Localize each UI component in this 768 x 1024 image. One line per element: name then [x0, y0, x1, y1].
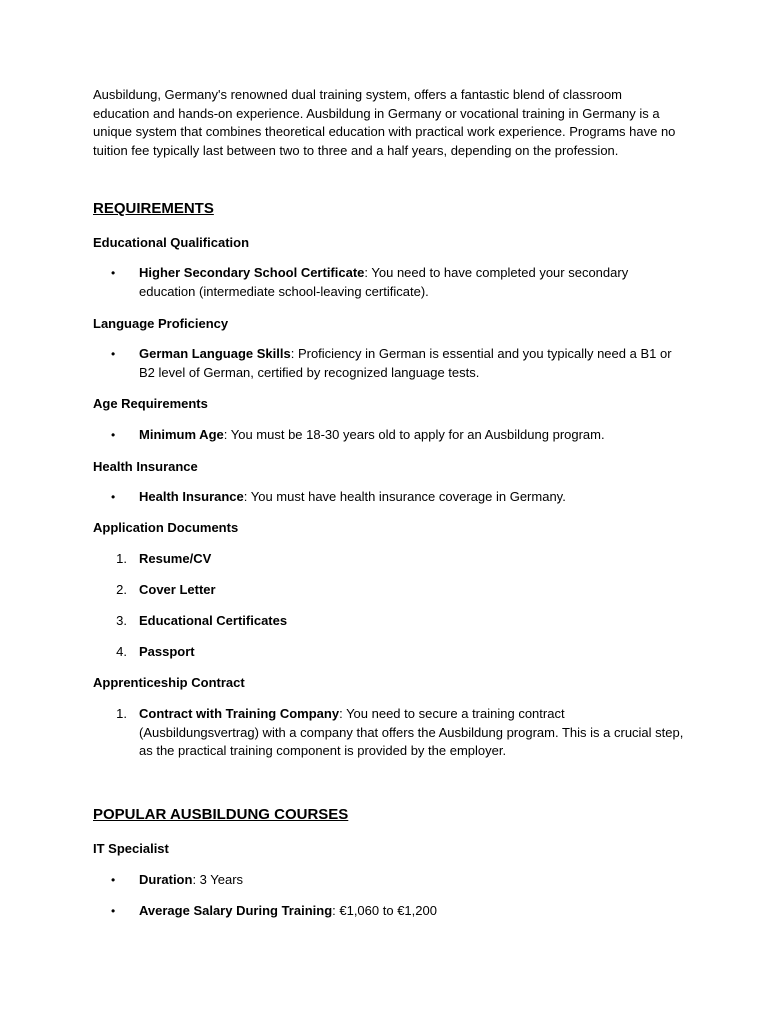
item-text: : You must have health insurance coverage in Germany.	[243, 489, 566, 504]
list-item-document	[116, 643, 684, 662]
list-number: 1.	[116, 706, 127, 721]
list-item-contract	[116, 705, 684, 761]
health-insurance-heading: Health Insurance	[93, 459, 198, 474]
item-text: : You must be 18-30 years old to apply for an Ausbildung program.	[223, 427, 605, 442]
intro-paragraph: Ausbildung, Germany's renowned dual training system, offers a fantastic blend of classroom education and hands-on experience. Ausbildung in Germany or vocational training in Germany is a unique system that combines theoretical education with practical work experience. Programs have no tuition fee typically last between two to three and a half years, depending on the profession.	[93, 87, 676, 158]
item-label: Minimum Age	[139, 427, 224, 442]
list-number: 3.	[116, 613, 127, 628]
apprenticeship-contract-heading: Apprenticeship Contract	[93, 675, 245, 690]
item-label: Duration	[139, 872, 193, 887]
item-label: Educational Certificates	[139, 613, 288, 628]
list-number: 2.	[116, 582, 127, 597]
bullet-icon: •	[111, 266, 116, 280]
item-text: : Proficiency in German is essential and you typically need a B1 or B2 level of German, certified by recognized language tests.	[139, 346, 672, 380]
item-text: : You need to secure a training contract (Ausbildungsvertrag) with a company that offers the Ausbildung program. This is a crucial step, as the practical training component is provided by the employer.	[139, 706, 684, 758]
educational-qualification-heading: Educational Qualification	[93, 235, 250, 250]
popular-courses-heading: POPULAR AUSBILDUNG COURSES	[93, 806, 349, 823]
list-number: 4.	[116, 644, 127, 659]
item-label: Passport	[139, 644, 195, 659]
list-item-course-detail	[111, 902, 684, 921]
requirements-heading: REQUIREMENTS	[93, 200, 214, 217]
item-text: : You need to have completed your secondary education (intermediate school-leaving certificate).	[139, 265, 629, 299]
bullet-icon: •	[111, 347, 116, 361]
list-item-document	[116, 550, 684, 569]
application-documents-heading: Application Documents	[93, 520, 239, 535]
list-item-course-detail	[111, 871, 684, 890]
list-item-document	[116, 612, 684, 631]
item-text: : €1,060 to €1,200	[332, 903, 437, 918]
bullet-icon: •	[111, 490, 116, 504]
list-item-age	[111, 426, 684, 445]
item-label: Health Insurance	[139, 489, 244, 504]
list-number: 1.	[116, 551, 127, 566]
list-item-health	[111, 488, 684, 507]
item-label: German Language Skills	[139, 346, 291, 361]
list-item-document	[116, 581, 684, 600]
it-specialist-heading: IT Specialist	[93, 841, 169, 856]
item-label: Average Salary During Training	[139, 903, 333, 918]
list-item-education	[111, 264, 684, 301]
item-text: : 3 Years	[192, 872, 244, 887]
age-requirements-heading: Age Requirements	[93, 396, 208, 411]
list-item-language	[111, 345, 684, 382]
item-label: Higher Secondary School Certificate	[139, 265, 365, 280]
bullet-icon: •	[111, 904, 116, 918]
bullet-icon: •	[111, 428, 116, 442]
item-label: Resume/CV	[139, 551, 212, 566]
bullet-icon: •	[111, 873, 116, 887]
language-proficiency-heading: Language Proficiency	[93, 316, 229, 331]
item-label: Cover Letter	[139, 582, 216, 597]
item-label: Contract with Training Company	[139, 706, 340, 721]
